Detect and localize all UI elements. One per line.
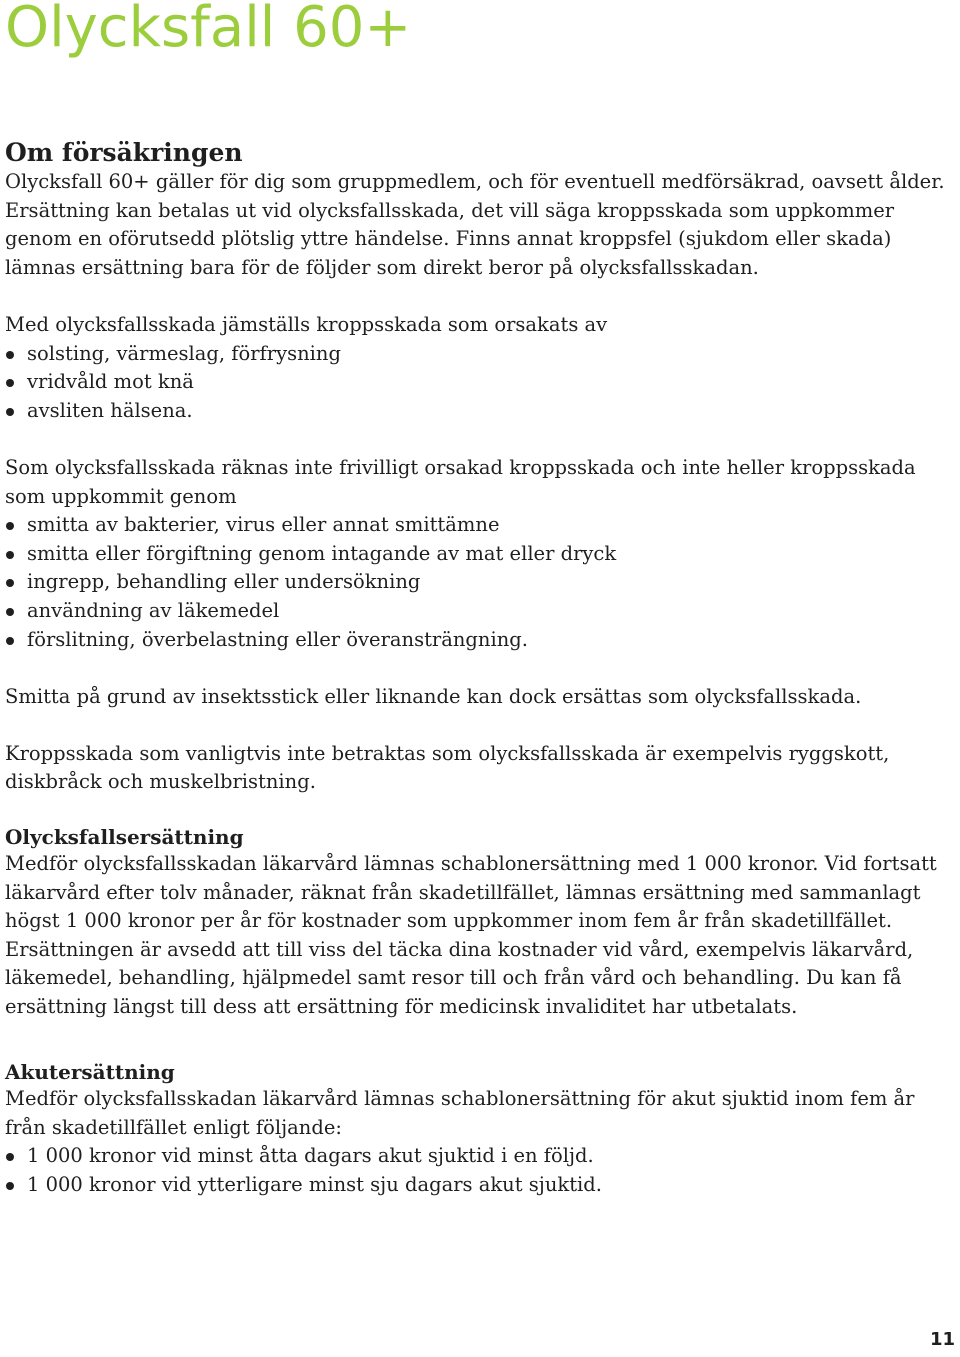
list-item: 1 000 kronor vid minst åtta dagars akut sjuktid i en följd. bbox=[5, 1142, 955, 1171]
list-item: förslitning, överbelastning eller överansträngning. bbox=[5, 626, 955, 655]
bullet-list bbox=[5, 1142, 955, 1199]
page-number: 11 bbox=[929, 1329, 955, 1350]
paragraph: Olycksfall 60+ gäller för dig som gruppmedlem, och för eventuell medförsäkrad, oavsett ålder. Ersättning kan betalas ut vid olycksfallsskada, det vill säga kroppsskada som uppkommer genom en oförutsedd plötslig yttre händelse. Finns annat kroppsfel (sjukdom eller skada) lämnas ersättning bara för de följder som direkt beror på olycksfallsskadan. bbox=[5, 170, 945, 279]
section-olycksfallsersattning bbox=[5, 824, 955, 1022]
bullet-list bbox=[5, 340, 955, 426]
section-heading: Akutersättning bbox=[5, 1060, 175, 1084]
paragraph: Smitta på grund av insektsstick eller liknande kan dock ersättas som olycksfallsskada. bbox=[5, 684, 862, 708]
paragraph: Som olycksfallsskada räknas inte frivilligt orsakad kroppsskada och inte heller kroppsskada som uppkommit genom bbox=[5, 455, 916, 508]
paragraph: Kroppsskada som vanligtvis inte betraktas som olycksfallsskada är exempelvis ryggskott, diskbråck och muskelbristning. bbox=[5, 741, 890, 794]
section-akutersattning bbox=[5, 1059, 955, 1199]
section-heading: Olycksfallsersättning bbox=[5, 825, 244, 849]
page-title: Olycksfall 60+ bbox=[5, 0, 412, 60]
paragraph: Med olycksfallsskada jämställs kroppsskada som orsakats av bbox=[5, 312, 608, 336]
section-heading: Om försäkringen bbox=[5, 138, 243, 167]
list-item: användning av läkemedel bbox=[5, 597, 955, 626]
list-item: vridvåld mot knä bbox=[5, 368, 955, 397]
list-item: smitta av bakterier, virus eller annat smittämne bbox=[5, 511, 955, 540]
paragraph: Medför olycksfallsskadan läkarvård lämnas schablonersättning för akut sjuktid inom fem år från skadetillfället enligt följande: bbox=[5, 1087, 915, 1139]
list-item: avsliten hälsena. bbox=[5, 397, 955, 426]
bullet-list bbox=[5, 511, 955, 654]
list-item: 1 000 kronor vid ytterligare minst sju dagars akut sjuktid. bbox=[5, 1171, 955, 1200]
section-om-forsakringen bbox=[5, 138, 955, 797]
list-item: ingrepp, behandling eller undersökning bbox=[5, 568, 955, 597]
list-item: solsting, värmeslag, förfrysning bbox=[5, 340, 955, 369]
paragraph: Medför olycksfallsskadan läkarvård lämnas schablonersättning med 1 000 kronor. Vid fortsatt läkarvård efter tolv månader, räknat från skadetillfället, lämnas ersättning med sammanlagt högst 1 000 kronor per år för kostnader som uppkommer inom fem år från skadetillfället. Ersättningen är avsedd att till viss del täcka dina kostnader vid vård, exempelvis läkarvård, läkemedel, behandling, hjälpmedel samt resor till och från vård och behandling. Du kan få ersättning längst till dess att ersättning för medicinsk invaliditet har utbetalats. bbox=[5, 852, 937, 1018]
list-item: smitta eller förgiftning genom intagande av mat eller dryck bbox=[5, 540, 955, 569]
